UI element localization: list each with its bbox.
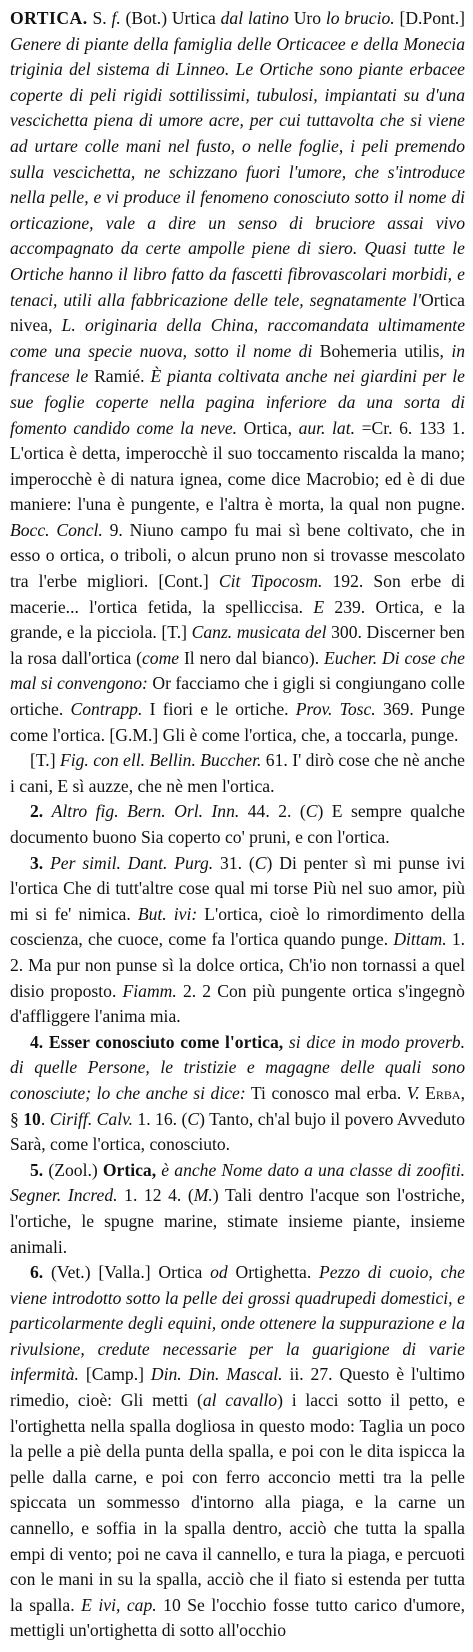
text-run: Cit Tipocosm.: [218, 571, 323, 592]
text-run: Ortica nivea,: [10, 289, 465, 336]
text-run: Ortica,: [237, 417, 299, 438]
text-run: Ti conosco mal erba.: [245, 1082, 407, 1103]
text-run: ) Di penter sì mi punse ivi l'ortica Che di tutt'altre cose qual mi torse Più nel suo amor, più mi si fe' nimica.: [10, 852, 466, 924]
text-run: [T.]: [30, 750, 60, 771]
text-run: [Camp.]: [78, 1364, 151, 1385]
text-run: M.: [193, 1185, 213, 1206]
text-run: ) Tali dentro l'acque son l'ostriche, l'ortiche, le spugne marine, stimate insieme piante, insieme animali.: [10, 1185, 465, 1257]
text-run: 10: [23, 1108, 41, 1129]
text-run: Bohemeria utilis,: [312, 340, 452, 361]
entry-sense-2: [10, 799, 465, 850]
text-run: 10 Se l'occhio fosse tutto carico d'umore, mettigli un'ortighetta di sotto all'occhio: [10, 1594, 465, 1641]
text-run: 44. 2. (: [239, 801, 306, 822]
text-run: (Bot.) Urtica: [120, 8, 221, 28]
text-run: Canz. musicata del: [191, 622, 327, 643]
text-run: 6.: [30, 1262, 44, 1283]
text-run: Erba: [419, 1082, 461, 1103]
text-run: 61. I' dirò cose che nè anche i cani, E sì auzze, che nè men l'ortica.: [10, 750, 465, 796]
text-run: come: [141, 647, 180, 668]
entry-sense-6: [10, 1260, 465, 1644]
text-run: 3.: [30, 852, 44, 873]
text-run: ) Tanto, ch'al bujo il povero Avveduto Sarà, come l'ortica, conosciuto.: [10, 1108, 465, 1155]
text-run: Ortighetta.: [227, 1262, 320, 1283]
text-run: V.: [406, 1082, 420, 1103]
text-run: Fiamm.: [122, 980, 177, 1001]
text-run: Uro: [288, 8, 326, 28]
text-run: Genere di piante della famiglia delle Orticacee e della Monecia triginia del sistema di Linneo. Le Ortiche sono piante erbacee coperte di peli rigidi sottilissimi, tubulosi, impiantati su d'una vescichetta piena di umore acre, per cui tuttavolta che si viene ad urtare colle mani nel fusto, o nelle foglie, i peli premendo sulla vescichetta, ne schizzano fuori l'umore, che s'introduce nella pelle, e vi produce il fenomeno conosciuto sotto il nome di orticazione, vale a dire un senso di bruciore assai vivo accompagnato da certe ampolle piene di siero. Quasi tutte le Ortiche hanno il libro fatto da fascetti fibrovascolari morbidi, e tenaci, utili alla fabbricazione delle tele, segnatamente l': [10, 33, 465, 310]
text-run: [D.Pont.]: [394, 8, 465, 28]
text-run: 369. Punge come l'ortica. [G.M.] Gli è come l'ortica, che, a toccarla, punge.: [10, 699, 465, 745]
text-run: 2.: [30, 801, 44, 822]
text-run: od: [210, 1262, 228, 1283]
text-run: lo brucio.: [325, 8, 395, 28]
text-run: dal latino: [220, 8, 289, 28]
text-run: , §: [10, 1082, 465, 1129]
text-run: si dice in modo proverb. di quelle Persone, le tristizie e magagne delle quali sono conosciute; lo che anche si dice:: [10, 1031, 465, 1103]
text-run: Il nero dal bianco).: [179, 647, 324, 668]
text-run: L. originaria della China, raccomandata ultimamente come una specie nuova, sotto il nome di: [10, 315, 466, 361]
text-run: Dittam.: [393, 929, 447, 950]
text-run: 1. 16. (: [132, 1108, 188, 1129]
text-run: I fiori e le ortiche.: [142, 699, 296, 720]
text-run: [43, 801, 51, 821]
text-run: 2. 2 Con più pungente ortica s'ingegnò d'affliggere l'anima mia.: [10, 980, 465, 1027]
text-run: Eucher. Di cose che mal si convengono:: [10, 647, 465, 694]
text-run: 31. (: [213, 852, 255, 873]
text-run: 9. Niuno campo fu mai sì bene coltivato, che in esso o ortica, o triboli, o alcun pruno non si trovasse mescolato tra l'erbe migliori. [Cont.]: [10, 519, 465, 592]
text-run: C: [187, 1108, 200, 1129]
entry-sense-3: [10, 851, 465, 1030]
headword: ORTICA.: [10, 8, 88, 28]
text-run: 5.: [30, 1159, 44, 1180]
text-run: Pezzo di cuoio, che viene introdotto sotto la pelle dei grossi quadrupedi domestici, e particolarmente degli equini, onde ottenere la suppurazione e la rivulsione, credute necessarie per la guarigione di varie infermità.: [10, 1262, 465, 1385]
text-run: in francese le: [10, 340, 465, 387]
entry-sense-5: [10, 1158, 465, 1260]
text-run: E: [313, 596, 325, 617]
entry-sense-4: [10, 1030, 465, 1158]
text-run: Or facciamo che i gigli si congiungano colle ortiche.: [10, 673, 465, 720]
text-run: è anche Nome dato a una classe di zoofiti. Segner. Incred.: [10, 1159, 465, 1206]
text-run: =Cr. 6. 133 1. L'ortica è detta, imperocchè il suo toccamento riscalda la mano; imperocchè è di natura ignea, come dice Macrobio; ed è di due maniere: l'una è pungente, e l'altra è morta, la qual non pugne.: [10, 417, 465, 515]
text-run: Bocc. Concl.: [10, 519, 103, 540]
text-run: E ivi, cap.: [81, 1594, 157, 1615]
text-run: Ramié.: [88, 366, 151, 387]
text-run: Din. Din. Mascal.: [150, 1364, 283, 1385]
text-run: 1. 2. Ma pur non punse sì la dolce ortica, Ch'io non tornassi a quel disio proposto.: [10, 929, 466, 1001]
text-run: (Zool.): [43, 1159, 103, 1180]
text-run: 4. Esser conosciuto come l'ortica,: [30, 1031, 284, 1052]
text-run: 300. Discerner ben la rosa dall'ortica (: [10, 622, 465, 668]
text-run: Altro fig. Bern. Orl. Inn.: [51, 801, 240, 822]
text-run: Fig. con ell. Bellin. Buccher.: [59, 750, 262, 771]
text-run: L'ortica, cioè lo rimordimento della coscienza, che cuoce, come fa l'ortica quando punge.: [10, 903, 465, 950]
text-run: È pianta coltivata anche nei giardini per le sue foglie coperte nella pagina inferiore da una sorta di fomento candido come la neve.: [10, 366, 465, 438]
text-run: Prov. Tosc.: [295, 699, 376, 720]
text-run: Ortica,: [102, 1159, 157, 1180]
text-run: ) E sempre qualche documento buono Sia coperto co' pruni, e con l'ortica.: [10, 801, 465, 847]
text-run: C: [305, 801, 318, 822]
text-run: Contrapp.: [70, 699, 143, 720]
text-run: But. ivi:: [137, 903, 198, 924]
text-run: C: [254, 852, 267, 873]
text-run: (Vet.) [Valla.] Ortica: [43, 1262, 211, 1283]
text-run: 1. 12 4. (: [117, 1185, 194, 1206]
text-run: al cavallo: [202, 1390, 278, 1411]
text-run: .: [40, 1108, 50, 1129]
text-run: aur. lat.: [298, 417, 355, 438]
text-run: Per simil. Dant. Purg.: [50, 852, 214, 873]
entry-figurative-sense: [10, 748, 465, 799]
text-run: ) i lacci sotto il petto, e l'ortighetta nella spalla dogliosa in questo modo: Taglia un poco la pelle a piè della punta della spalla, e poi con le dita ispicca la pelle dalla carne, e poi con ferro acconcio metti tra la pelle spiccata un sommesso d'intorno alla piaga, e la carne un cannello, e soffia in la spalla dentro, acciò che tutta la spalla empi di vento; poi ne cava il cannello, e tura la piaga, e percuoti con le mani in su la spalla, acciò che il fiato si estenda per tutta la spalla.: [10, 1390, 465, 1615]
text-run: ii. 27. Questo è l'ultimo rimedio, cioè: Gli metti (: [10, 1364, 465, 1411]
text-run: S.: [87, 8, 112, 28]
text-run: Ciriff. Calv.: [49, 1108, 133, 1129]
entry-ortica-definition: [10, 6, 465, 748]
text-run: 239. Ortica, e la grande, e la picciola. [T.]: [10, 596, 465, 643]
text-run: f.: [111, 8, 121, 28]
text-run: 192. Son erbe di macerie... l'ortica fetida, la spelliccisa.: [10, 571, 465, 617]
